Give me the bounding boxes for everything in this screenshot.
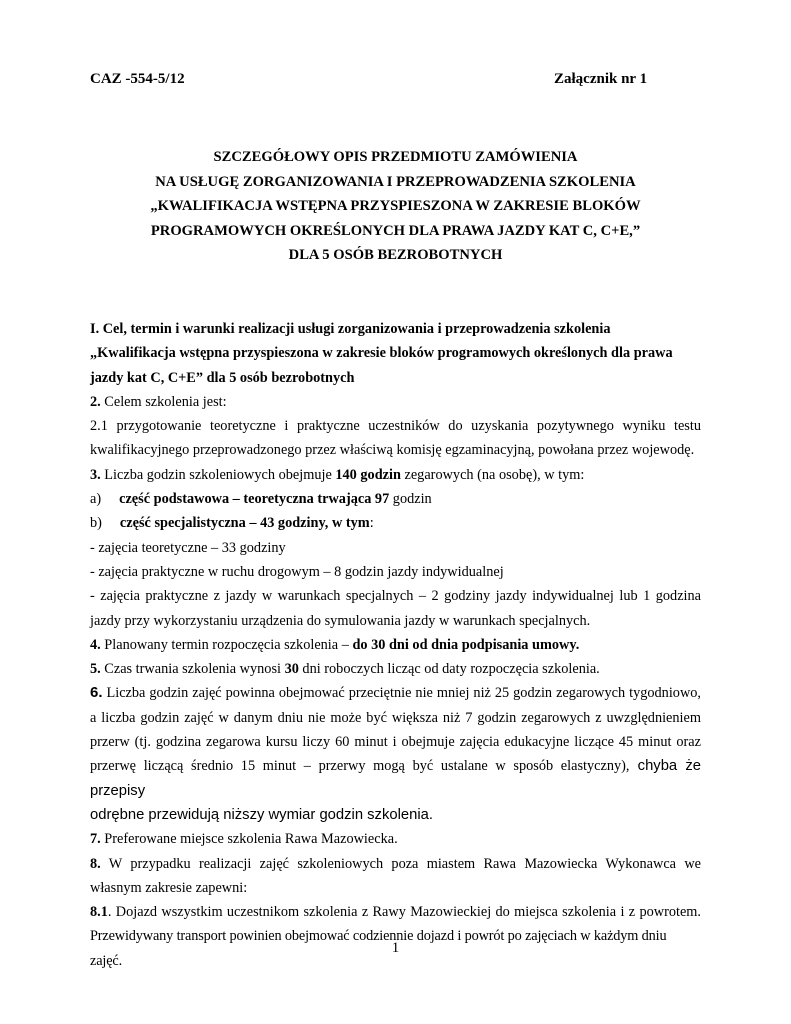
paragraph-2 — [90, 390, 701, 414]
paragraph-7 — [90, 827, 701, 851]
paragraph-text: chyba że przepisy — [90, 758, 701, 799]
attachment-label: Załącznik nr 1 — [554, 71, 648, 87]
paragraph-number: 3. — [90, 466, 101, 483]
dash-item: - zajęcia teoretyczne – 33 godziny — [90, 539, 286, 556]
paragraph-3 — [90, 463, 701, 487]
paragraph-text: dni roboczych licząc od daty rozpoczęcia szkolenia. — [298, 661, 600, 678]
paragraph-bold: 30 — [284, 661, 299, 678]
section-heading — [90, 317, 701, 390]
paragraph-text: Liczba godzin szkoleniowych obejmuje — [100, 466, 336, 483]
paragraph-number: 5. — [90, 661, 101, 678]
paragraph-6-line — [90, 754, 701, 803]
paragraph-6-line: przerw (tj. godzina zegarowa kursu liczy 60 minut i obejmuje zajęcia edukacyjne liczące 45 minut oraz — [90, 734, 701, 751]
paragraph-text: zegarowych (na osobę), w tym: — [400, 466, 585, 483]
paragraph-4 — [90, 633, 701, 657]
dash-item-line: - zajęcia praktyczne z jazdy w warunkach specjalnych – 2 godziny jazdy indywidualnej lub 1 godzina — [90, 588, 701, 605]
paragraph-5 — [90, 657, 701, 681]
paragraph-2-1-line: kwalifikacyjnego przeprowadzonego przez właściwą komisję egzaminacyjną, powołana przez wojewodę. — [90, 442, 695, 459]
paragraph-number: 8. — [90, 855, 101, 872]
list-text: godzin — [389, 491, 432, 508]
list-text: : — [369, 515, 374, 532]
paragraph-text: . Dojazd wszystkim uczestnikom szkolenia z Rawy Mazowieckiej do miejsca szkolenia i z powrotem. — [107, 904, 701, 921]
list-label: a) — [90, 491, 102, 508]
paragraph-8-1-line — [90, 900, 701, 924]
paragraph-6-line: odrębne przewidują niższy wymiar godzin szkolenia. — [90, 806, 433, 823]
paragraph-bold: do 30 dni od dnia podpisania umowy. — [352, 636, 580, 653]
list-bold: część podstawowa – teoretyczna trwająca 97 — [119, 491, 390, 508]
paragraph-8-1-line: Przewidywany transport powinien obejmować codziennie dojazd i powrót po zajęciach w każdym dniu zajęć. — [90, 928, 667, 969]
dash-item-line: jazdy przy wykorzystaniu urządzenia do symulowania jazdy w warunkach specjalnych. — [90, 612, 591, 629]
document-body — [90, 317, 701, 973]
paragraph-number: 7. — [90, 831, 101, 848]
title-line: PROGRAMOWYCH OKREŚLONYCH DLA PRAWA JAZDY KAT C, C+E,” — [150, 222, 641, 239]
paragraph-text: Czas trwania szkolenia wynosi — [100, 661, 285, 678]
paragraph-text: przerwę liczącą średnio 15 minut – przerwy mogą być ustalane w sposób elastyczny), — [90, 758, 630, 775]
title-line: DLA 5 OSÓB BEZROBOTNYCH — [288, 247, 503, 263]
paragraph-8-line: własnym zakresie zapewni: — [90, 879, 248, 896]
page-number: 1 — [391, 940, 400, 956]
paragraph-text: W przypadku realizacji zajęć szkoleniowych poza miastem Rawa Mazowiecka Wykonawca we — [100, 855, 701, 872]
title-line: SZCZEGÓŁOWY OPIS PRZEDMIOTU ZAMÓWIENIA — [213, 149, 578, 165]
paragraph-text: Celem szkolenia jest: — [100, 393, 227, 410]
section-heading-line: „Kwalifikacja wstępna przyspieszona w zakresie bloków programowych określonych dla prawa — [90, 345, 673, 362]
paragraph-text: Preferowane miejsce szkolenia Rawa Mazowiecka. — [100, 831, 398, 848]
paragraph-number: 8.1 — [90, 904, 108, 921]
list-item-b — [90, 511, 701, 535]
dash-item: - zajęcia praktyczne w ruchu drogowym – 8 godzin jazdy indywidualnej — [90, 563, 504, 580]
title-line: „KWALIFIKACJA WSTĘPNA PRZYSPIESZONA W ZAKRESIE BLOKÓW — [150, 198, 641, 214]
document-title — [120, 145, 671, 268]
paragraph-8-line — [90, 852, 701, 876]
list-item-a — [90, 487, 701, 511]
title-line: NA USŁUGĘ ZORGANIZOWANIA I PRZEPROWADZENIA SZKOLENIA — [155, 173, 636, 190]
section-heading-line: I. Cel, termin i warunki realizacji usługi zorganizowania i przeprowadzenia szkolenia — [90, 321, 611, 337]
case-number: CAZ -554-5/12 — [90, 71, 185, 87]
paragraph-number: 4. — [90, 636, 101, 653]
list-bold: część specjalistyczna – 43 godziny, w tym — [119, 515, 370, 532]
paragraph-number: 6. — [90, 684, 103, 702]
section-heading-line: jazdy kat C, C+E” dla 5 osób bezrobotnych — [90, 369, 355, 386]
paragraph-bold: 140 godzin — [335, 466, 401, 483]
paragraph-2-1-line: 2.1 przygotowanie teoretyczne i praktyczne uczestników do uzyskania pozytywnego wyniku testu — [90, 418, 701, 435]
paragraph-6-line: a liczba godzin zajęć w danym dniu nie może być większa niż 7 godzin zegarowych z uwzględnieniem — [90, 709, 701, 726]
paragraph-number: 2. — [90, 393, 101, 410]
paragraph-text: Planowany termin rozpoczęcia szkolenia – — [100, 636, 353, 653]
paragraph-text: Liczba godzin zajęć powinna obejmować przeciętnie nie mniej niż 25 godzin zegarowych tygodniowo, — [102, 685, 701, 702]
list-label: b) — [90, 515, 102, 532]
paragraph-6-line — [90, 681, 701, 705]
